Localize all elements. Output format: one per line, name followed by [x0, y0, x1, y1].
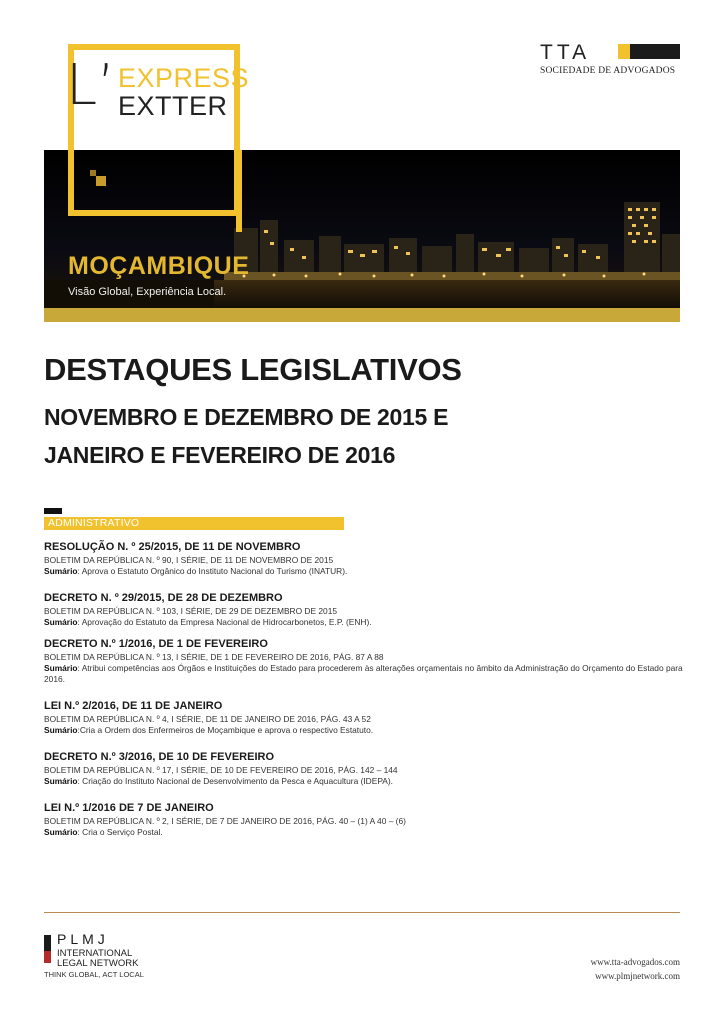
plmj-website-link[interactable]: www.plmjnetwork.com — [595, 971, 680, 981]
plmj-network-line-2: LEGAL NETWORK — [57, 958, 139, 969]
entry-boletim: BOLETIM DA REPÚBLICA N. º 17, I SÉRIE, DE 10 DE FEVEREIRO DE 2016, PÁG. 142 – 144 — [44, 765, 398, 775]
banner-gold-strip — [44, 308, 680, 322]
entry-summary — [44, 725, 684, 736]
summary-text: : Atribui competências aos Órgãos e Instituições do Estado para procederem às alterações orçamentais no âmbito da Administração do Orçamento do Estado para 2016. — [44, 663, 683, 684]
legislation-entry — [44, 801, 684, 838]
plmj-network-line-1: INTERNATIONAL — [57, 948, 133, 959]
entry-title: DECRETO N.º 3/2016, DE 10 DE FEVEREIRO — [44, 751, 275, 763]
entry-summary — [44, 776, 684, 787]
entry-summary — [44, 663, 684, 685]
firm-logo-accent — [618, 44, 630, 59]
legislation-entry — [44, 540, 684, 577]
legislation-entry — [44, 637, 684, 685]
page-subtitle-line-2: JANEIRO E FEVEREIRO DE 2016 — [44, 442, 396, 468]
logo-exxter-text: EXTTER — [118, 91, 228, 121]
summary-label: Sumário — [44, 776, 78, 786]
entry-boletim: BOLETIM DA REPÚBLICA N. º 103, I SÉRIE, DE 29 DE DEZEMBRO DE 2015 — [44, 606, 338, 616]
entry-summary — [44, 617, 684, 628]
entry-title: RESOLUÇÃO N. º 25/2015, DE 11 DE NOVEMBRO — [44, 541, 301, 553]
summary-text: :Cria a Ordem dos Enfermeiros de Moçambique e aprova o respectivo Estatuto. — [77, 725, 374, 735]
tta-website-link[interactable]: www.tta-advogados.com — [590, 957, 680, 967]
plmj-logo-text: PLMJ — [57, 931, 109, 947]
page-subtitle-line-1: NOVEMBRO E DEZEMBRO DE 2015 E — [44, 404, 449, 430]
summary-text: : Aprovação do Estatuto da Empresa Nacional de Hidrocarbonetos, E.P. (ENH). — [77, 617, 372, 627]
banner-tagline: Visão Global, Experiência Local. — [68, 286, 227, 298]
page-title: DESTAQUES LEGISLATIVOS — [44, 352, 462, 387]
firm-subtitle: SOCIEDADE DE ADVOGADOS — [540, 66, 676, 76]
plmj-slogan: THINK GLOBAL, ACT LOCAL — [44, 970, 144, 979]
section-header-label: ADMINISTRATIVO — [48, 517, 140, 529]
entry-title: DECRETO N. º 29/2015, DE 28 DE DEZEMBRO — [44, 592, 283, 604]
plmj-logo-accent — [44, 951, 51, 963]
summary-label: Sumário — [44, 663, 78, 673]
footer-divider — [44, 912, 680, 913]
entry-boletim: BOLETIM DA REPÚBLICA N. º 13, I SÉRIE, DE 1 DE FEVEREIRO DE 2016, PÁG. 87 A 88 — [44, 652, 384, 662]
legislation-list — [44, 540, 684, 847]
summary-text: : Cria o Serviço Postal. — [77, 827, 163, 837]
legislation-entry — [44, 699, 684, 736]
entry-title: LEI N.º 1/2016 DE 7 DE JANEIRO — [44, 802, 214, 814]
logo-l-mark: L’ — [66, 53, 115, 118]
entry-summary — [44, 566, 684, 577]
legislation-entry — [44, 750, 684, 787]
summary-text: : Aprova o Estatuto Orgânico do Instituto Nacional do Turismo (INATUR). — [77, 566, 348, 576]
section-marker — [44, 508, 62, 514]
entry-title: LEI N.º 2/2016, DE 11 DE JANEIRO — [44, 700, 223, 712]
entry-boletim: BOLETIM DA REPÚBLICA N. º 4, I SÉRIE, DE 11 DE JANEIRO DE 2016, PÁG. 43 A 52 — [44, 714, 371, 724]
entry-boletim: BOLETIM DA REPÚBLICA N. º 90, I SÉRIE, DE 11 DE NOVEMBRO DE 2015 — [44, 555, 334, 565]
summary-label: Sumário — [44, 725, 78, 735]
entry-title: DECRETO N.º 1/2016, DE 1 DE FEVEREIRO — [44, 638, 268, 650]
entry-boletim: BOLETIM DA REPÚBLICA N. º 2, I SÉRIE, DE 7 DE JANEIRO DE 2016, PÁG. 40 – (1) A 40 – (6) — [44, 816, 406, 826]
summary-label: Sumário — [44, 617, 78, 627]
banner-country: MOÇAMBIQUE — [68, 252, 250, 280]
logo-frame-overlay — [236, 150, 242, 232]
legislation-entry — [44, 591, 684, 628]
firm-logo-name: TTA — [540, 41, 591, 64]
summary-label: Sumário — [44, 827, 78, 837]
summary-text: : Criação do Instituto Nacional de Desenvolvimento da Pesca e Aquacultura (IDEPA). — [77, 776, 393, 786]
summary-label: Sumário — [44, 566, 78, 576]
logo-express-text: EXPRESS — [118, 63, 250, 93]
entry-summary — [44, 827, 684, 838]
logo-square — [96, 176, 106, 186]
